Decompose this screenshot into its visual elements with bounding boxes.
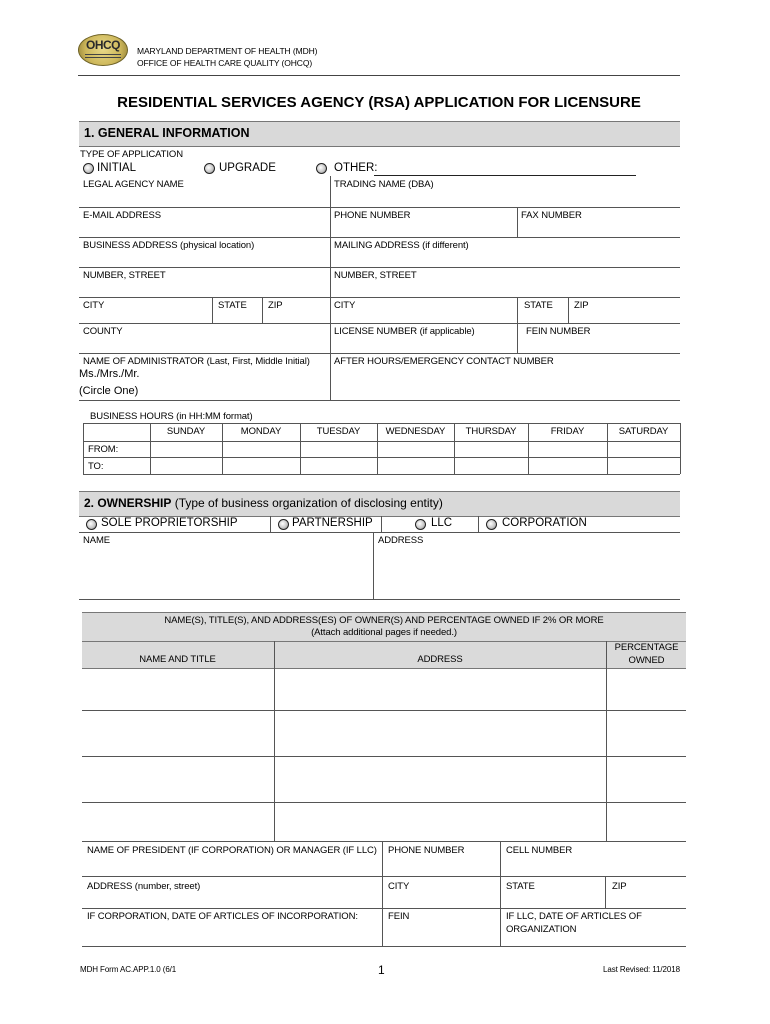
trading-name-label: TRADING NAME (DBA): [334, 179, 434, 190]
day-thursday: THURSDAY: [465, 426, 517, 437]
llc-date-label: IF LLC, DATE OF ARTICLES OF: [506, 911, 642, 922]
owner-name-label: NAME: [83, 535, 111, 546]
mailing-city-label: CITY: [334, 300, 356, 311]
president-name-label: NAME OF PRESIDENT (IF CORPORATION) OR MANAGER (IF LLC): [87, 845, 377, 856]
day-saturday: SATURDAY: [618, 426, 669, 437]
upgrade-label: UPGRADE: [219, 162, 276, 174]
corporation-label: CORPORATION: [502, 517, 587, 529]
section-2-heading-rest: (Type of business organization of disclosing entity): [171, 496, 443, 510]
mailing-zip-label: ZIP: [574, 300, 589, 311]
day-friday: FRIDAY: [550, 426, 585, 437]
department-name: MARYLAND DEPARTMENT OF HEALTH (MDH): [137, 46, 318, 56]
col-percentage: PERCENTAGE: [614, 642, 679, 653]
other-radio[interactable]: [316, 163, 327, 174]
business-hours-label: BUSINESS HOURS (in HH:MM format): [90, 411, 253, 422]
hours-from-label: FROM:: [88, 444, 119, 455]
llc-radio[interactable]: [415, 519, 426, 530]
legal-agency-name-label: LEGAL AGENCY NAME: [83, 179, 184, 190]
other-label: OTHER:: [334, 162, 378, 174]
email-label: E-MAIL ADDRESS: [83, 210, 161, 221]
after-hours-label: AFTER HOURS/EMERGENCY CONTACT NUMBER: [334, 356, 554, 367]
llc-organization-label: ORGANIZATION: [506, 924, 577, 935]
header-rule: [78, 75, 680, 76]
col-owned: OWNED: [628, 655, 665, 666]
ohcq-logo: [78, 34, 128, 66]
other-specify-input[interactable]: [374, 175, 636, 176]
llc-label: LLC: [431, 517, 453, 529]
office-name: OFFICE OF HEALTH CARE QUALITY (OHCQ): [137, 58, 313, 68]
business-address-label: BUSINESS ADDRESS (physical location): [83, 240, 255, 251]
incorporation-date-label: IF CORPORATION, DATE OF ARTICLES OF INCORPORATION:: [87, 911, 358, 922]
business-state-label: STATE: [218, 300, 247, 311]
last-revised: Last Revised: 11/2018: [603, 965, 680, 974]
type-of-application-label: TYPE OF APPLICATION: [80, 149, 183, 160]
fein-number-label: FEIN NUMBER: [526, 326, 591, 337]
phone-label: PHONE NUMBER: [334, 210, 411, 221]
sole-proprietorship-label: SOLE PROPRIETORSHIP: [101, 517, 238, 529]
logo-text: OHCQ: [86, 38, 120, 52]
initial-radio[interactable]: [83, 163, 94, 174]
mailing-street-label: NUMBER, STREET: [334, 270, 417, 281]
col-address: ADDRESS: [417, 654, 463, 665]
partnership-label: PARTNERSHIP: [292, 517, 373, 529]
license-number-label: LICENSE NUMBER (if applicable): [334, 326, 475, 337]
col-name-title: NAME AND TITLE: [139, 654, 216, 665]
president-state-label: STATE: [506, 881, 535, 892]
hours-to-label: TO:: [88, 461, 104, 472]
fax-label: FAX NUMBER: [521, 210, 582, 221]
business-zip-label: ZIP: [268, 300, 283, 311]
business-street-label: NUMBER, STREET: [83, 270, 166, 281]
county-label: COUNTY: [83, 326, 123, 337]
day-monday: MONDAY: [240, 426, 282, 437]
president-cell-label: CELL NUMBER: [506, 845, 573, 856]
partnership-radio[interactable]: [278, 519, 289, 530]
circle-one-label: (Circle One): [79, 385, 139, 397]
business-city-label: CITY: [83, 300, 105, 311]
section-2-heading-bold: 2. OWNERSHIP: [84, 496, 172, 510]
president-phone-label: PHONE NUMBER: [388, 845, 465, 856]
section-1-heading: 1. GENERAL INFORMATION: [84, 126, 250, 140]
president-zip-label: ZIP: [612, 881, 627, 892]
upgrade-radio[interactable]: [204, 163, 215, 174]
initial-label: INITIAL: [97, 162, 136, 174]
page-number: 1: [378, 963, 385, 977]
owners-heading-note: (Attach additional pages if needed.): [311, 627, 457, 638]
section-2-heading: [84, 496, 443, 510]
day-sunday: SUNDAY: [166, 426, 206, 437]
mailing-state-label: STATE: [524, 300, 553, 311]
president-city-label: CITY: [388, 881, 410, 892]
owner-address-label: ADDRESS: [378, 535, 424, 546]
president-address-label: ADDRESS (number, street): [87, 881, 201, 892]
corporation-radio[interactable]: [486, 519, 497, 530]
form-title: RESIDENTIAL SERVICES AGENCY (RSA) APPLICATION FOR LICENSURE: [117, 94, 641, 111]
day-wednesday: WEDNESDAY: [385, 426, 446, 437]
owners-heading: NAME(S), TITLE(S), AND ADDRESS(ES) OF OWNER(S) AND PERCENTAGE OWNED IF 2% OR MORE: [164, 615, 604, 626]
mailing-address-label: MAILING ADDRESS (if different): [334, 240, 469, 251]
sole-proprietorship-radio[interactable]: [86, 519, 97, 530]
day-tuesday: TUESDAY: [316, 426, 361, 437]
honorific-label: Ms./Mrs./Mr.: [79, 368, 140, 380]
form-number: MDH Form AC.APP.1.0 (6/1: [80, 965, 177, 974]
administrator-name-label: NAME OF ADMINISTRATOR (Last, First, Middle Initial): [83, 356, 310, 367]
president-fein-label: FEIN: [388, 911, 410, 922]
